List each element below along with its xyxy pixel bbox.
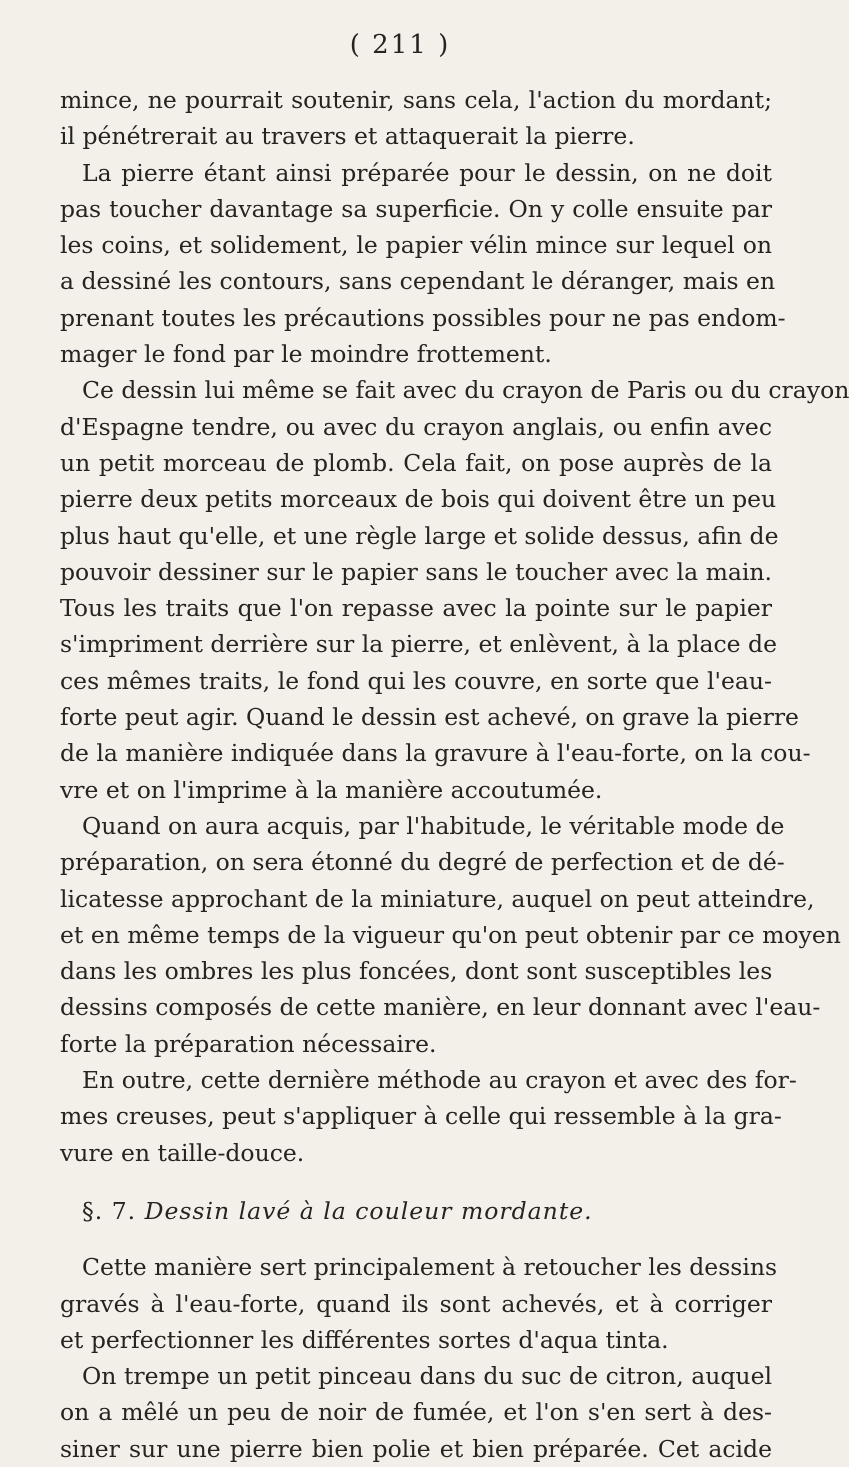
text-line: Quand on aura acquis, par l'habitude, le véritable mode de — [82, 811, 785, 840]
text-line: prenant toutes les précautions possibles pour ne pas endom- — [60, 303, 786, 332]
paragraph — [60, 1358, 772, 1467]
text-line: il pénétrerait au travers et attaquerait la pierre. — [60, 122, 635, 151]
text-line: vre et on l'imprime à la manière accoutumée. — [60, 775, 603, 804]
text-line: forte la préparation nécessaire. — [60, 1029, 437, 1058]
text-line: On trempe un petit pinceau dans du suc de citron, auquel — [82, 1362, 772, 1391]
text-line: pouvoir dessiner sur le papier sans le toucher avec la main. — [60, 557, 772, 586]
text-line: un petit morceau de plomb. Cela fait, on pose auprès de la — [60, 448, 772, 477]
text-line: de la manière indiquée dans la gravure à l'eau-forte, on la cou- — [60, 739, 811, 768]
text-line: plus haut qu'elle, et une règle large et solide dessus, afin de — [60, 521, 779, 550]
page-number: ( 211 ) — [349, 30, 451, 60]
text-line: et perfectionner les différentes sortes d'aqua tinta. — [60, 1325, 669, 1354]
text-line: et en même temps de la vigueur qu'on peut obtenir par ce moyen — [60, 920, 841, 949]
text-line: Ce dessin lui même se fait avec du crayon de Paris ou du crayon — [82, 376, 849, 405]
text-line: En outre, cette dernière méthode au crayon et avec des for- — [82, 1066, 797, 1095]
text-line: vure en taille-douce. — [60, 1138, 305, 1167]
text-line: pierre deux petits morceaux de bois qui doivent être un peu — [60, 485, 777, 514]
text-line: siner sur une pierre bien polie et bien préparée. Cet acide — [60, 1434, 772, 1463]
paragraph — [60, 155, 786, 373]
text-line: Tous les traits que l'on repasse avec la pointe sur le papier — [60, 594, 772, 623]
text-line: pas toucher davantage sa superficie. On y colle ensuite par — [60, 194, 772, 223]
paragraph — [60, 1062, 797, 1171]
section-number: §. 7. — [82, 1196, 137, 1225]
paragraph — [60, 82, 772, 155]
page-body — [60, 82, 849, 1467]
paragraph — [60, 372, 849, 808]
text-line: forte peut agir. Quand le dessin est achevé, on grave la pierre — [60, 703, 799, 732]
text-line: s'impriment derrière sur la pierre, et enlèvent, à la place de — [60, 630, 778, 659]
text-line: mager le fond par le moindre frottement. — [60, 340, 552, 369]
text-line: dessins composés de cette manière, en leur donnant avec l'eau- — [60, 993, 821, 1022]
text-line: mes creuses, peut s'appliquer à celle qui ressemble à la gra- — [60, 1102, 782, 1131]
text-line: d'Espagne tendre, ou avec du crayon anglais, ou enfin avec — [60, 412, 772, 441]
text-line: gravés à l'eau-forte, quand ils sont achevés, et à corriger — [60, 1289, 772, 1318]
text-line: Cette manière sert principalement à retoucher les dessins — [82, 1253, 778, 1282]
text-line: licatesse approchant de la miniature, auquel on peut atteindre, — [60, 884, 815, 913]
text-line: La pierre étant ainsi préparée pour le dessin, on ne doit — [82, 158, 772, 187]
text-line: dans les ombres les plus foncées, dont sont susceptibles les — [60, 957, 773, 986]
text-line: les coins, et solidement, le papier vélin mince sur lequel on — [60, 231, 772, 260]
paragraph — [60, 808, 841, 1062]
text-line: on a mêlé un peu de noir de fumée, et l'on s'en sert à des- — [60, 1398, 772, 1427]
text-line: ces mêmes traits, le fond qui les couvre, en sorte que l'eau- — [60, 666, 772, 695]
text-line: a dessiné les contours, sans cependant le déranger, mais en — [60, 267, 776, 296]
text-line: mince, ne pourrait soutenir, sans cela, l'action du mordant; — [60, 86, 772, 114]
paragraph — [60, 1249, 778, 1358]
section-title: Dessin lavé à la couleur mordante. — [144, 1196, 593, 1225]
section-heading — [60, 1193, 772, 1229]
text-line: préparation, on sera étonné du degré de perfection et de dé- — [60, 848, 785, 877]
